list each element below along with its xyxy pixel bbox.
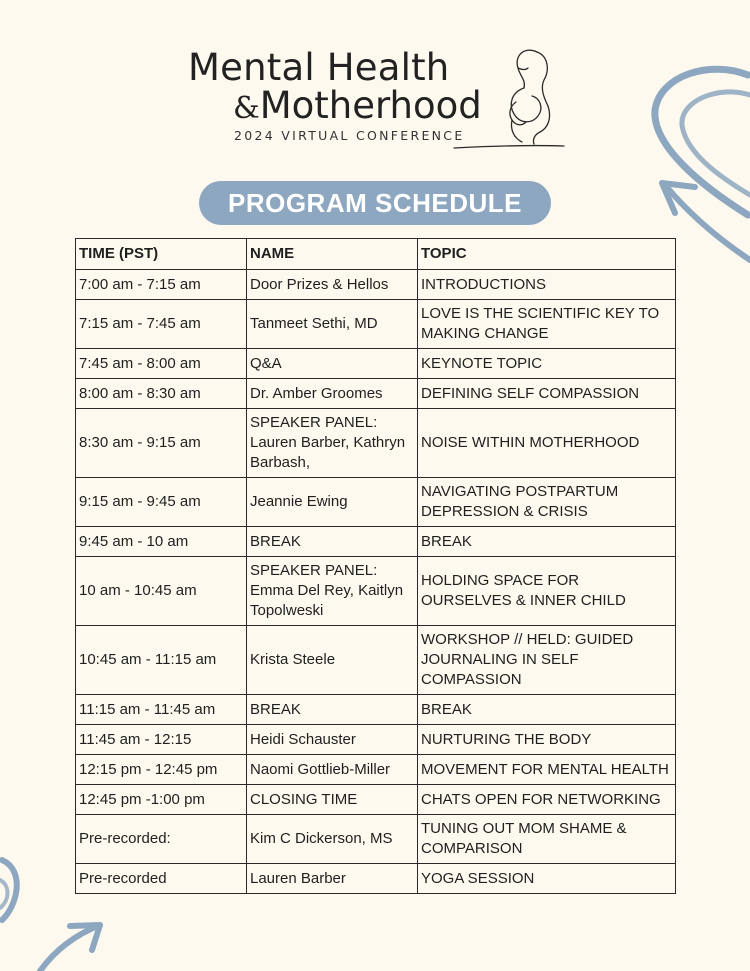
table-row [76, 626, 676, 695]
time-cell: Pre-recorded: [76, 815, 247, 864]
name-cell: SPEAKER PANEL: Emma Del Rey, Kaitlyn Topolweski [247, 557, 418, 626]
name-cell: Jeannie Ewing [247, 478, 418, 527]
time-cell: 12:45 pm -1:00 pm [76, 785, 247, 815]
name-cell: Tanmeet Sethi, MD [247, 300, 418, 349]
time-cell: 7:45 am - 8:00 am [76, 349, 247, 379]
title-ampersand: & [233, 91, 260, 126]
topic-cell: NAVIGATING POSTPARTUM DEPRESSION & CRISIS [418, 478, 676, 527]
conference-header [0, 0, 750, 170]
topic-cell: LOVE IS THE SCIENTIFIC KEY TO MAKING CHANGE [418, 300, 676, 349]
column-header-name: NAME [247, 239, 418, 270]
table-row [76, 864, 676, 894]
table-row [76, 300, 676, 349]
column-header-topic: TOPIC [418, 239, 676, 270]
time-cell: 9:15 am - 9:45 am [76, 478, 247, 527]
name-cell: Heidi Schauster [247, 725, 418, 755]
table-row [76, 695, 676, 725]
table-row [76, 785, 676, 815]
name-cell: Krista Steele [247, 626, 418, 695]
table-row [76, 755, 676, 785]
time-cell: 11:15 am - 11:45 am [76, 695, 247, 725]
table-row [76, 815, 676, 864]
mother-baby-line-art-icon [452, 46, 567, 154]
name-cell: CLOSING TIME [247, 785, 418, 815]
name-cell: Kim C Dickerson, MS [247, 815, 418, 864]
time-cell: Pre-recorded [76, 864, 247, 894]
time-cell: 9:45 am - 10 am [76, 527, 247, 557]
title-word: Motherhood [259, 84, 482, 127]
name-cell: BREAK [247, 695, 418, 725]
table-header-row [76, 239, 676, 270]
name-cell: Dr. Amber Groomes [247, 379, 418, 409]
table-row [76, 557, 676, 626]
name-cell: Naomi Gottlieb-Miller [247, 755, 418, 785]
time-cell: 8:30 am - 9:15 am [76, 409, 247, 478]
topic-cell: NURTURING THE BODY [418, 725, 676, 755]
name-cell: Lauren Barber [247, 864, 418, 894]
time-cell: 11:45 am - 12:15 [76, 725, 247, 755]
topic-cell: INTRODUCTIONS [418, 270, 676, 300]
table-row [76, 349, 676, 379]
topic-cell: TUNING OUT MOM SHAME & COMPARISON [418, 815, 676, 864]
table-row [76, 527, 676, 557]
topic-cell: HOLDING SPACE FOR OURSELVES & INNER CHILD [418, 557, 676, 626]
time-cell: 10:45 am - 11:15 am [76, 626, 247, 695]
topic-cell: CHATS OPEN FOR NETWORKING [418, 785, 676, 815]
topic-cell: YOGA SESSION [418, 864, 676, 894]
name-cell: BREAK [247, 527, 418, 557]
table-row [76, 725, 676, 755]
conference-subtitle: 2024 VIRTUAL CONFERENCE [234, 128, 465, 143]
table-row [76, 409, 676, 478]
name-cell: Door Prizes & Hellos [247, 270, 418, 300]
title-line-2 [233, 84, 482, 127]
name-cell: SPEAKER PANEL: Lauren Barber, Kathryn Barbash, [247, 409, 418, 478]
time-cell: 10 am - 10:45 am [76, 557, 247, 626]
topic-cell: WORKSHOP // HELD: GUIDED JOURNALING IN SELF COMPASSION [418, 626, 676, 695]
time-cell: 7:15 am - 7:45 am [76, 300, 247, 349]
topic-cell: BREAK [418, 527, 676, 557]
topic-cell: MOVEMENT FOR MENTAL HEALTH [418, 755, 676, 785]
title-line-1: Mental Health [188, 46, 450, 89]
time-cell: 7:00 am - 7:15 am [76, 270, 247, 300]
time-cell: 8:00 am - 8:30 am [76, 379, 247, 409]
banner-label: PROGRAM SCHEDULE [227, 187, 522, 218]
table-row [76, 478, 676, 527]
table-row [76, 270, 676, 300]
time-cell: 12:15 pm - 12:45 pm [76, 755, 247, 785]
name-cell: Q&A [247, 349, 418, 379]
table-row [76, 379, 676, 409]
topic-cell: DEFINING SELF COMPASSION [418, 379, 676, 409]
column-header-time: TIME (PST) [76, 239, 247, 270]
topic-cell: KEYNOTE TOPIC [418, 349, 676, 379]
schedule-table [75, 238, 676, 894]
topic-cell: NOISE WITHIN MOTHERHOOD [418, 409, 676, 478]
program-schedule-banner [199, 181, 551, 225]
topic-cell: BREAK [418, 695, 676, 725]
